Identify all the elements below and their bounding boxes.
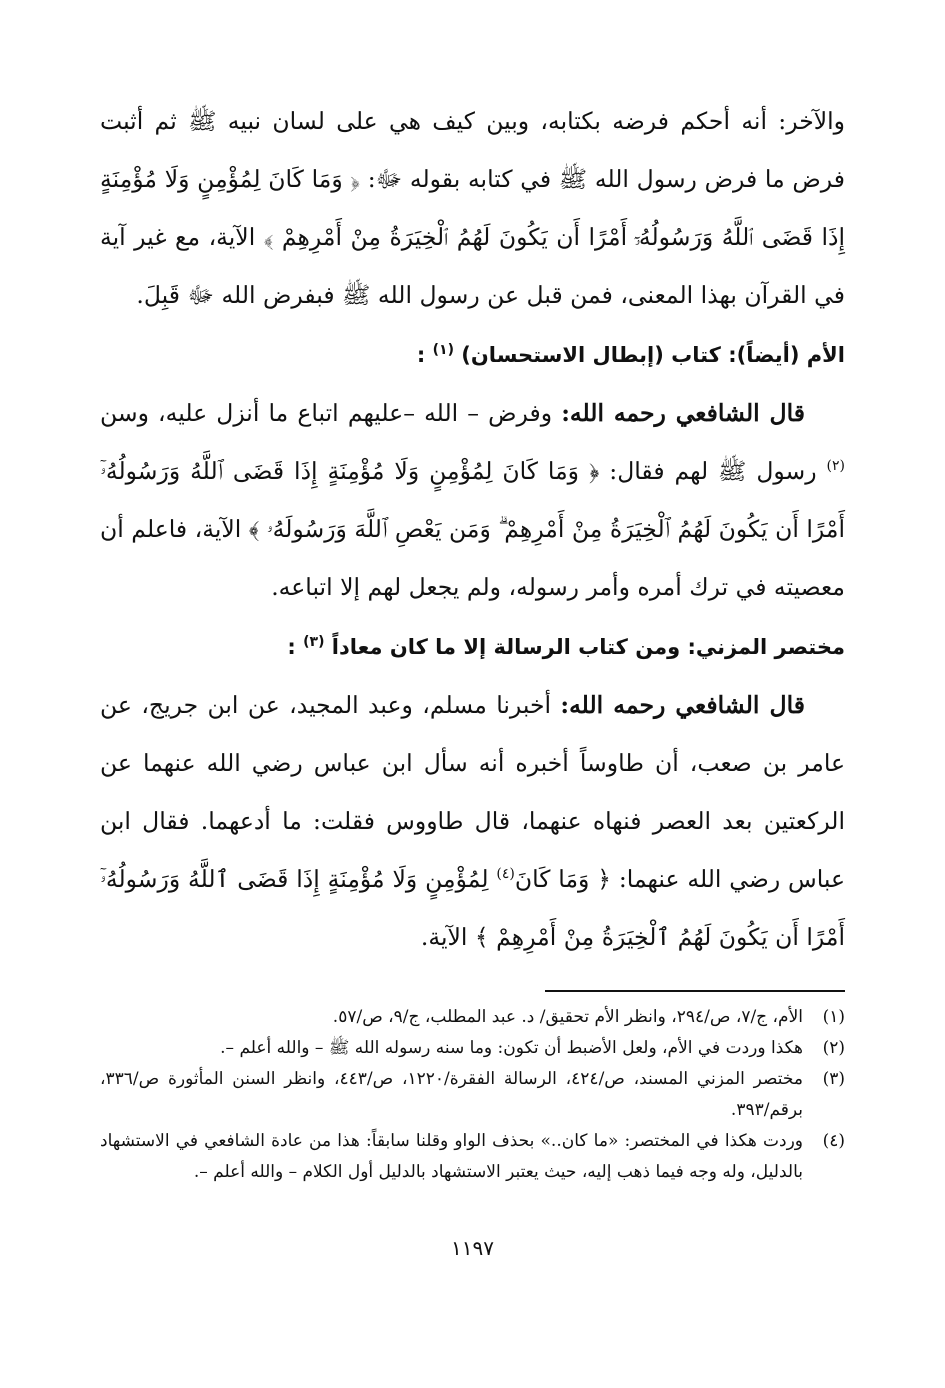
footnote-ref-1[interactable]: (١) <box>432 342 454 358</box>
footnote-divider <box>545 990 845 992</box>
paragraph-3-text-a: أخبرنا مسلم، وعبد المجيد، عن ابن جريج، عن عامر بن صعب، أن طاوساً أخبره أنه سأل ابن عباس رضي الله عنهما عن الركعتين بعد العصر فنهاه عنهما، قال طاووس فقلت: ما أدعهما. فقال ابن عباس رضي الله عنهما: ﴿ وَمَا كَانَ <box>100 691 845 893</box>
footnotes-list <box>100 1002 845 1188</box>
footnote-item <box>100 1002 845 1033</box>
section-heading-1-text: الأم (أيضاً): كتاب (إبطال الاستحسان) <box>461 343 845 367</box>
footnote-item <box>100 1126 845 1188</box>
footnote-number: (٤) <box>822 1131 845 1151</box>
paragraph-2-lead: قال الشافعي رحمه الله: <box>561 399 805 427</box>
paragraph-2-text-b: رسول ﷺ لهم فقال: ﴿ وَمَا كَانَ لِمُؤْمِنٍ وَلَا مُؤْمِنَةٍ إِذَا قَضَى ٱللَّهُ وَرَسُولُهُۥٓ أَمْرًا أَن يَكُونَ لَهُمُ ٱلْخِيَرَةُ مِنْ أَمْرِهِمْ ۗ وَمَن يَعْصِ ٱللَّهَ وَرَسُولَهُۥ ﴾ الآية، فاعلم أن معصيته في ترك أمره وأمر رسوله، ولم يجعل لهم إلا اتباعه. <box>100 457 845 601</box>
footnote-item <box>100 1064 845 1126</box>
paragraph-3-text-b: لِمُؤْمِنٍ وَلَا مُؤْمِنَةٍ إِذَا قَضَى ٱللَّهُ وَرَسُولُهُۥٓ أَمْرًا أَن يَكُونَ لَهُمُ ٱلْخِيَرَةُ مِنْ أَمْرِهِمْ ﴾ الآية. <box>100 865 845 951</box>
section-heading-2-text: مختصر المزني: ومن كتاب الرسالة إلا ما كان معاداً <box>331 635 845 659</box>
section-heading-2-tail: : <box>287 635 296 659</box>
paragraph-2-text-a: وفرض – الله –عليهم اتباع ما أنزل عليه، وسن <box>100 399 562 427</box>
paragraph-1-text: والآخر: أنه أحكم فرضه بكتابه، وبين كيف هي على لسان نبيه ﷺ ثم أثبت فرض ما فرض رسول الله ﷺ في كتابه بقوله ﷻ: ﴿ وَمَا كَانَ لِمُؤْمِنٍ وَلَا مُؤْمِنَةٍ إِذَا قَضَى ٱللَّهُ وَرَسُولُهُۥٓ أَمْرًا أَن يَكُونَ لَهُمُ ٱلْخِيَرَةُ مِنْ أَمْرِهِمْ ﴾ الآية، مع غير آية في القرآن بهذا المعنى، فمن قبل عن رسول الله ﷺ فبفرض الله ﷻ قَبِلَ. <box>100 107 845 309</box>
paragraph-1 <box>100 92 845 324</box>
footnote-number: (١) <box>822 1007 845 1027</box>
section-heading-1-tail: : <box>416 343 426 367</box>
section-heading-2 <box>100 618 845 676</box>
footnote-number: (٢) <box>822 1038 845 1058</box>
footnote-item <box>100 1033 845 1064</box>
footnote-number: (٣) <box>822 1069 845 1089</box>
footnote-ref-2[interactable]: (٢) <box>826 458 845 475</box>
footnote-text: مختصر المزني المسند، ص/٤٢٤، الرسالة الفقرة/١٢٢٠، ص/٤٤٣، وانظر السنن المأثورة ص/٣٣٦، برقم/٣٩٣. <box>100 1069 803 1120</box>
paragraph-2 <box>100 384 845 616</box>
footnote-text: وردت هكذا في المختصر: «ما كان..» بحذف الواو وقلنا سابقاً: هذا من عادة الشافعي في الاستشهاد بالدليل، وله وجه فيما ذهب إليه، حيث يعتبر الاستشهاد بالدليل أول الكلام – والله أعلم –. <box>100 1131 803 1182</box>
footnote-text: الأم، ج/٧، ص/٢٩٤، وانظر الأم تحقيق/ د. عبد المطلب، ج/٩، ص/٥٧. <box>332 1007 803 1027</box>
footnote-text: هكذا وردت في الأم، ولعل الأضبط أن تكون: وما سنه رسوله الله ﷺ – والله أعلم –. <box>220 1038 803 1058</box>
section-heading-1 <box>100 326 845 384</box>
footnote-ref-3[interactable]: (٣) <box>303 634 325 650</box>
page-number: ١١٩٧ <box>451 1236 494 1260</box>
footnote-ref-4[interactable]: (٤) <box>496 866 515 883</box>
paragraph-3 <box>100 676 845 966</box>
paragraph-3-lead: قال الشافعي رحمه الله: <box>560 691 805 719</box>
